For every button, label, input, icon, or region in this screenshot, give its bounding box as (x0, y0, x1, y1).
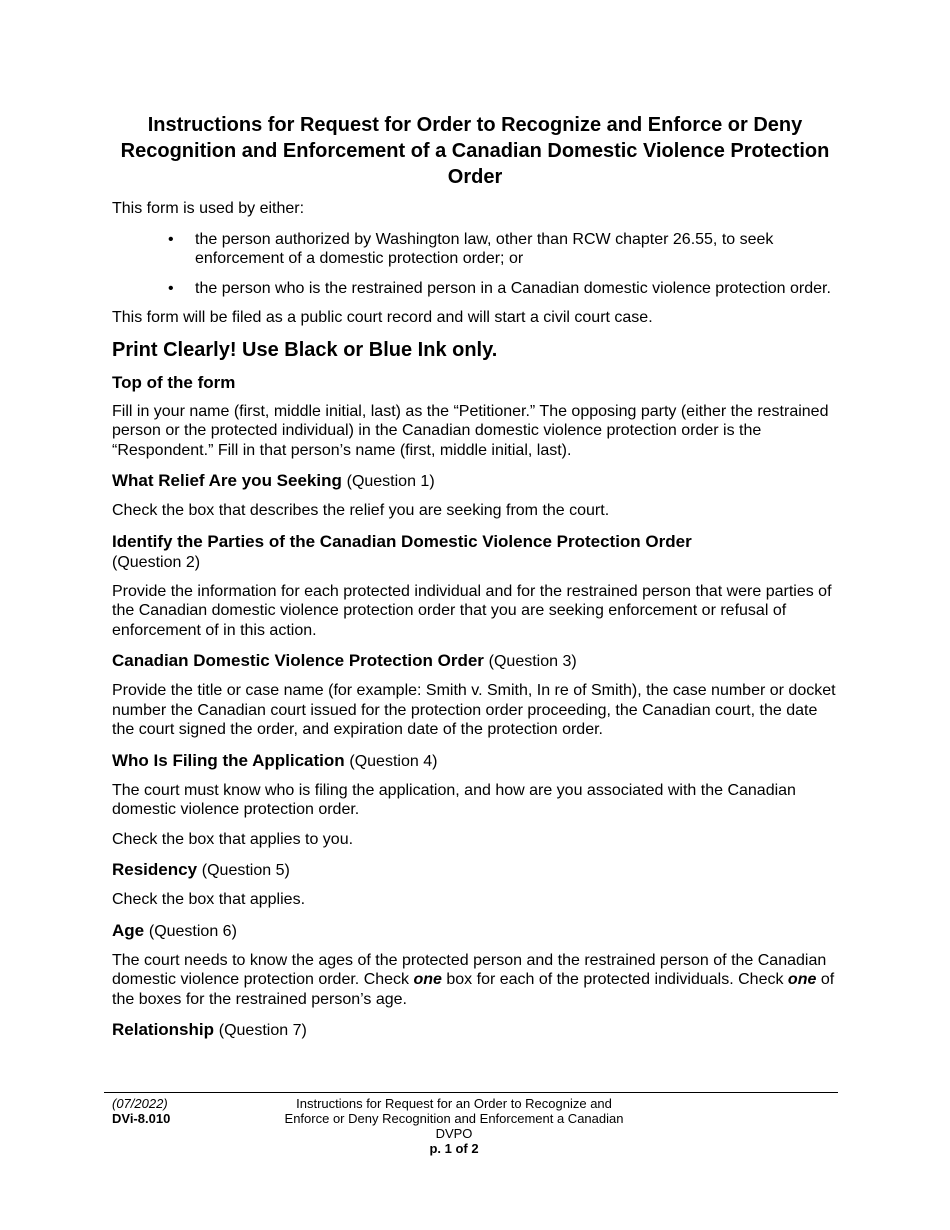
question-number: (Question 4) (349, 752, 438, 770)
section-heading-top: Top of the form (112, 372, 236, 392)
section-heading-relationship (112, 1019, 838, 1041)
heading-text: Identify the Parties of the Canadian Domestic Violence Protection Order (112, 531, 692, 551)
question-number: (Question 1) (346, 473, 435, 490)
section-text-age (112, 951, 838, 1010)
list-item (112, 230, 838, 269)
age-text-part: of the boxes for the restrained person’s age. (112, 971, 835, 1008)
list-item (112, 279, 838, 299)
section-heading-relief (112, 470, 838, 492)
bullet-icon: • (168, 279, 174, 297)
footer-title-line: DVPO (435, 1126, 473, 1141)
page-footer (104, 1092, 838, 1156)
filed-note: This form will be filed as a public court record and will start a civil court case. (112, 309, 653, 326)
section-heading-age (112, 920, 838, 942)
document-title: Instructions for Request for Order to Recognize and Enforce or Deny Recognition and Enforcement of a Canadian Domestic Violence Protection Order (120, 114, 830, 188)
document-body (112, 112, 838, 1050)
question-number: (Question 2) (112, 553, 201, 571)
section-text-filing-check: Check the box that applies to you. (112, 830, 354, 848)
section-text-filing: The court must know who is filing the application, and how are you associated with the Canadian domestic violence protection order. (112, 781, 796, 818)
footer-form-code: DVi-8.010 (112, 1111, 171, 1126)
footer-date: (07/2022) (112, 1096, 168, 1111)
section-heading-filing (112, 750, 838, 772)
footer-form-title (254, 1096, 654, 1156)
footer-page-number: p. 1 of 2 (429, 1141, 479, 1156)
question-number: (Question 7) (218, 1022, 307, 1039)
footer-title-line: Instructions for Request for an Order to Recognize and (296, 1096, 612, 1111)
filer-list (112, 230, 838, 299)
heading-text: Canadian Domestic Violence Protection Order (112, 651, 484, 670)
section-text-order: Provide the title or case name (for example: Smith v. Smith, In re of Smith), the case number or docket number the Canadian court issued for the protection order proceeding, the Canadian court, the date the court signed the order, and expiration date of the protection order. (112, 682, 836, 738)
question-number: (Question 3) (488, 653, 577, 670)
list-item-text: the person authorized by Washington law, other than RCW chapter 26.55, to seek enforcement of a domestic protection order; or (195, 230, 774, 267)
section-text-parties: Provide the information for each protected individual and for the restrained person that were parties of the Canadian domestic violence protection order that you are seeking enforcement or refusal of enforcement of in this action. (112, 582, 832, 639)
emphasis-one: one (413, 971, 442, 988)
bullet-icon: • (168, 230, 174, 248)
list-item-text: the person who is the restrained person in a Canadian domestic violence protection order. (195, 279, 831, 297)
footer-title-line: Enforce or Deny Recognition and Enforcement a Canadian (284, 1111, 624, 1126)
section-heading-residency (112, 859, 838, 881)
heading-text: Who Is Filing the Application (112, 750, 345, 770)
age-text-part: box for each of the protected individuals. Check (441, 971, 788, 988)
heading-text: Residency (112, 860, 198, 879)
question-number: (Question 5) (201, 862, 290, 879)
heading-text: Age (112, 920, 145, 940)
age-text-part: The court needs to know the ages of the protected person and the restrained person of the Canadian domestic violence protection order. Check (112, 951, 827, 988)
footer-form-id (112, 1096, 170, 1126)
section-text-residency: Check the box that applies. (112, 891, 306, 908)
heading-text: What Relief Are you Seeking (112, 471, 342, 490)
section-text-top: Fill in your name (first, middle initial, last) as the “Petitioner.” The opposing party (either the restrained person or the protected individual) in the Canadian domestic violence protection order is the “Respondent.” Fill in that person’s name (first, middle initial, last). (112, 402, 829, 459)
emphasis-one: one (787, 971, 817, 988)
section-heading-parties (112, 531, 838, 573)
section-heading-order (112, 650, 838, 672)
print-clearly-heading: Print Clearly! Use Black or Blue Ink only. (112, 338, 498, 361)
heading-text: Relationship (112, 1020, 215, 1039)
question-number: (Question 6) (148, 922, 237, 940)
intro-text: This form is used by either: (112, 200, 305, 217)
section-text-relief: Check the box that describes the relief you are seeking from the court. (112, 502, 610, 519)
